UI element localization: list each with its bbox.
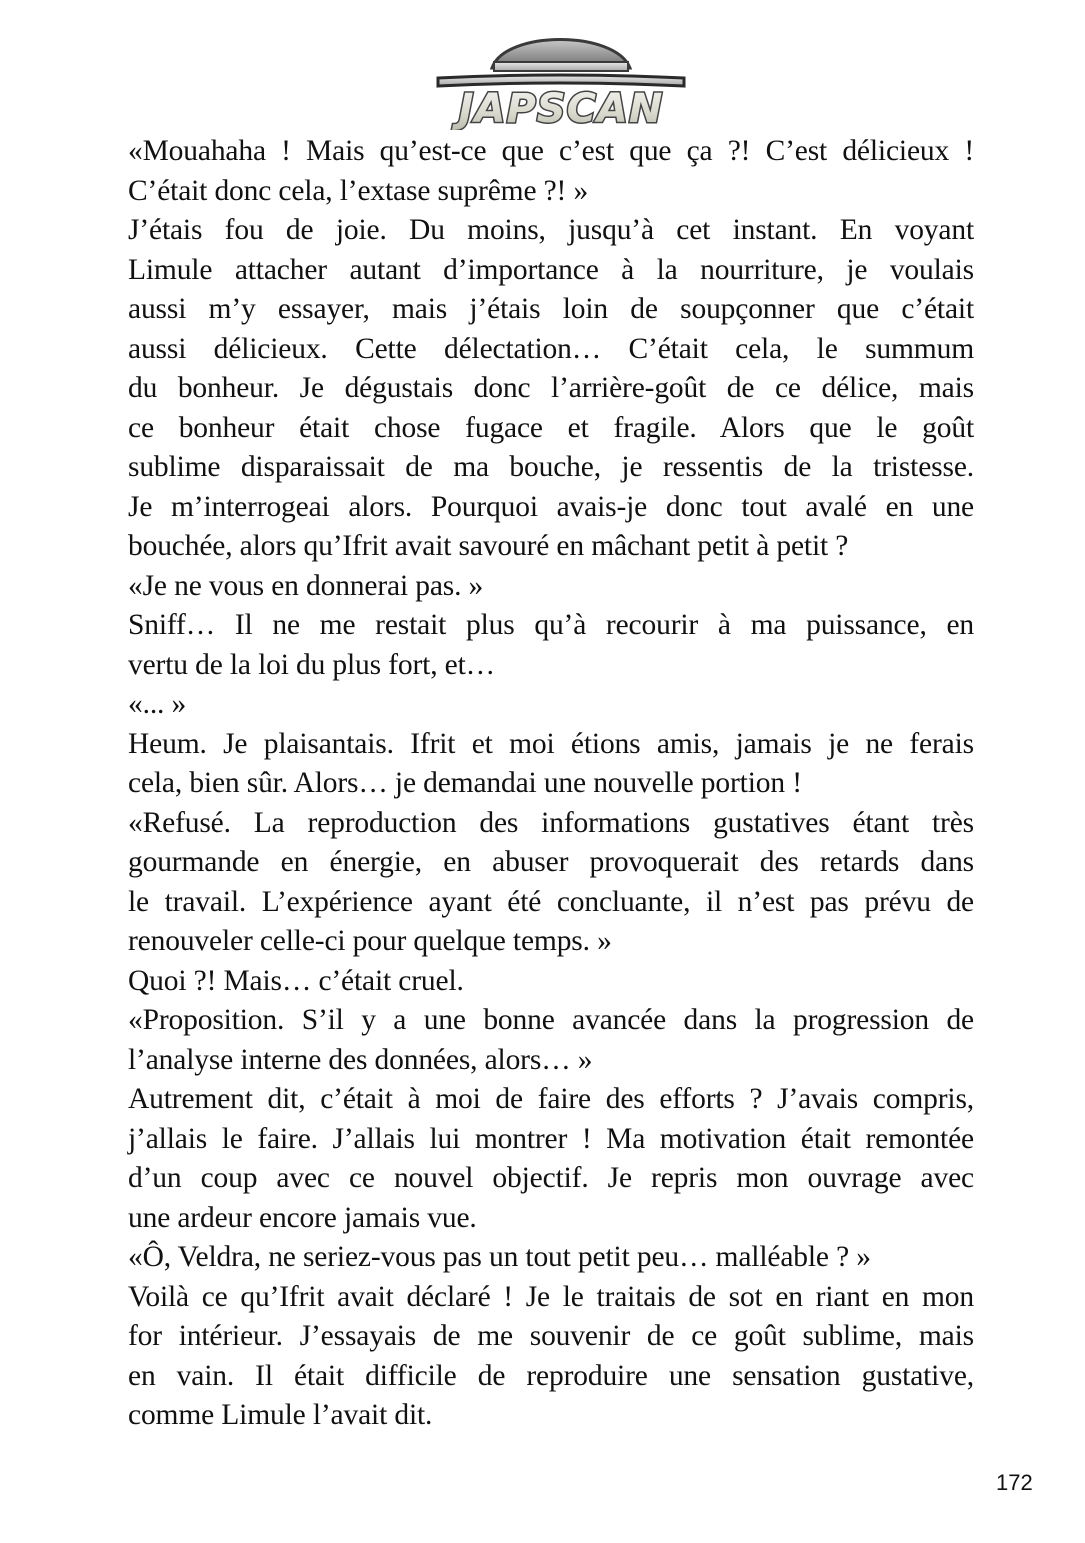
text-line: Voilà ce qu’Ifrit avait déclaré ! Je le traitais de sot en riant en mon — [128, 1280, 974, 1313]
text-line: aussi m’y essayer, mais j’étais loin de soupçonner que c’était — [128, 293, 974, 325]
text-line: j’allais le faire. J’allais lui montrer ! Ma motivation était remontée — [128, 1122, 974, 1155]
text-line: vertu de la loi du plus fort, et… — [128, 648, 495, 681]
text-line: «Je ne vous en donnerai pas. » — [128, 569, 484, 602]
text-line: renouveler celle-ci pour quelque temps. » — [128, 925, 612, 957]
text-line: le travail. L’expérience ayant été concluante, il n’est pas prévu de — [128, 885, 974, 918]
text-line: aussi délicieux. Cette délectation… C’était cela, le summum — [128, 332, 974, 365]
text-line: comme Limule l’avait dit. — [128, 1399, 433, 1431]
text-line: Je m’interrogeai alors. Pourquoi avais-je donc tout avalé en une — [128, 490, 974, 523]
text-line: ce bonheur était chose fugace et fragile. Alors que le goût — [128, 411, 974, 444]
text-line: Quoi ?! Mais… c’était cruel. — [128, 964, 464, 997]
text-line: du bonheur. Je dégustais donc l’arrière-goût de ce délice, mais — [128, 372, 974, 404]
svg-text:JAPSCAN: JAPSCAN — [458, 86, 664, 130]
text-line: «Proposition. S’il y a une bonne avancée dans la progression de — [128, 1004, 974, 1036]
text-line: Heum. Je plaisantais. Ifrit et moi étions amis, jamais je ne ferais — [128, 727, 974, 760]
text-line: gourmande en énergie, en abuser provoquerait des retards dans — [128, 846, 974, 878]
text-line: l’analyse interne des données, alors… » — [128, 1043, 593, 1076]
text-line: Sniff… Il ne me restait plus qu’à recourir à ma puissance, en — [128, 609, 974, 641]
logo-dome-icon — [430, 18, 692, 130]
page-number: 172 — [996, 1470, 1033, 1495]
text-line: C’était donc cela, l’extase suprême ?! » — [128, 174, 589, 207]
text-line: d’un coup avec ce nouvel objectif. Je repris mon ouvrage avec — [128, 1162, 974, 1194]
text-line: une ardeur encore jamais vue. — [128, 1201, 477, 1234]
text-line: «Ô, Veldra, ne seriez-vous pas un tout petit peu… malléable ? » — [128, 1241, 871, 1273]
text-line: Limule attacher autant d’importance à la nourriture, je voulais — [128, 253, 974, 286]
japscan-logo — [430, 18, 692, 130]
text-line: bouchée, alors qu’Ifrit avait savouré en mâchant petit à petit ? — [128, 530, 849, 562]
text-line: sublime disparaissait de ma bouche, je ressentis de la tristesse. — [128, 451, 974, 483]
text-line: Autrement dit, c’était à moi de faire des efforts ? J’avais compris, — [128, 1083, 974, 1115]
text-line: cela, bien sûr. Alors… je demandai une nouvelle portion ! — [128, 767, 802, 799]
text-line: «Refusé. La reproduction des informations gustatives étant très — [128, 806, 974, 839]
text-line: for intérieur. J’essayais de me souvenir de ce goût sublime, mais — [128, 1320, 974, 1352]
text-line: en vain. Il était difficile de reproduire une sensation gustative, — [128, 1359, 974, 1392]
text-line: «Mouahaha ! Mais qu’est-ce que c’est que ça ?! C’est délicieux ! — [128, 135, 974, 167]
text-line: J’étais fou de joie. Du moins, jusqu’à cet instant. En voyant — [128, 214, 974, 246]
text-line: «... » — [128, 688, 187, 720]
page-text — [128, 132, 974, 1436]
